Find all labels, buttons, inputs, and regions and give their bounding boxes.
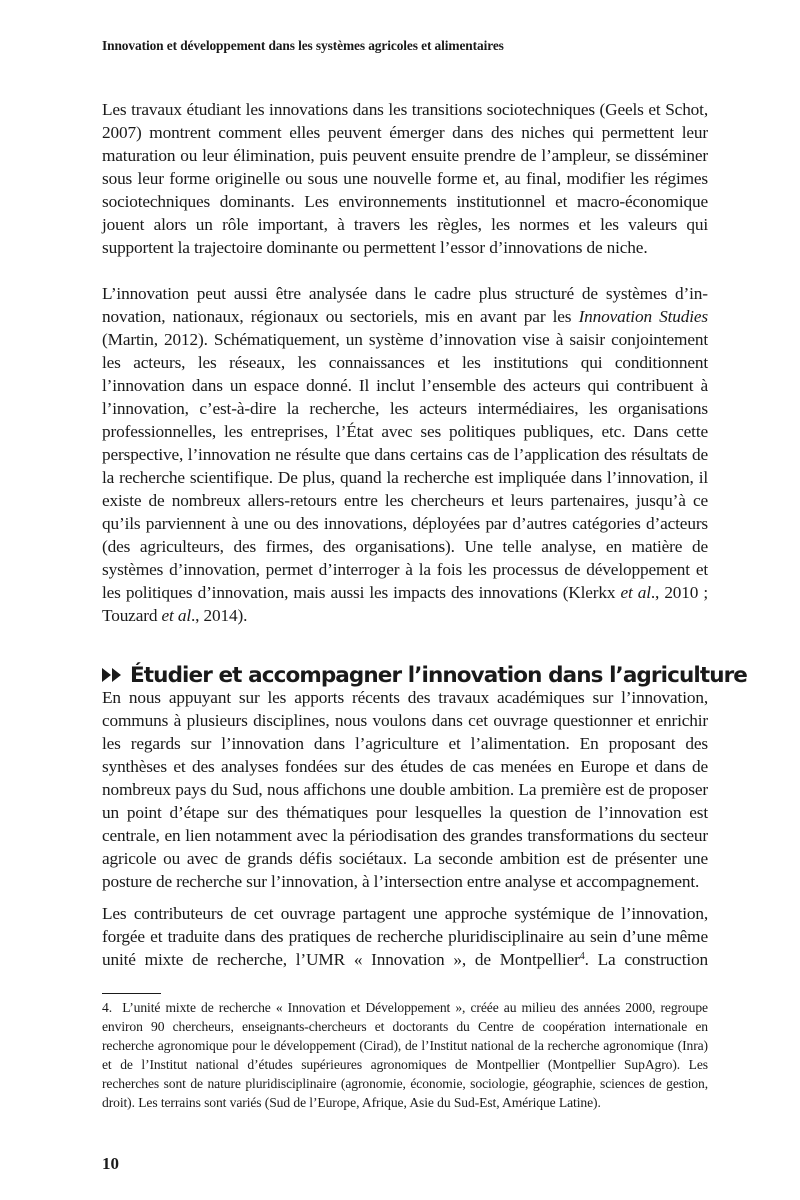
page-number: 10 [102,1154,119,1173]
footnote-divider [102,993,161,994]
footnote [102,998,708,1112]
footnote-reference[interactable]: 4 [579,951,585,962]
paragraph-ambition: En nous appuyant sur les apports récents des travaux académiques sur l’innovation, communs à plusieurs disciplines, nous voulons dans cet ouvrage questionner et enrichir les regards sur l’innovation dans l’agriculture et l’alimentation. En proposant des synthèses et des analyses fondées sur des études de cas menées en Europe et dans de nombreux pays du Sud, nous affichons une double ambition. La première est de proposer un point d’étape sur des thématiques pour lesquelles la question de l’innovation est centrale, en lien notamment avec la périodisation des grandes transformations du secteur agricole ou avec de grands défis sociétaux. La seconde ambition est de présenter une posture de recherche sur l’innovation, à l’intersection entre analyse et accompagnement. [102,688,708,891]
paragraph-innovation-systems [102,282,708,627]
italic-et-al: et al [620,583,651,602]
paragraph-text: (Martin, 2012). Schématiquement, un système d’innovation vise à saisir conjointement les acteurs, les réseaux, les connaissances et les institutions qui conditionnent l’innovation dans un espace donné. Il inclut l’ensemble des acteurs qui contribuent à l’innovation, c’est-à-dire la recherche, les acteurs intermédiaires, les organisations professionnelles, les entreprises, l’État avec ses politiques publiques, etc. Dans cette perspective, l’innovation ne résulte que dans certains cas de l’application des résultats de la recherche scientifique. De plus, quand la recherche est impliquée dans l’innovation, il existe de nombreux allers-retours entre les chercheurs et leurs partenaires, jusqu’à ce qu’ils parviennent à une ou des innovations, déployées par d’autres catégories d’acteurs (des agriculteurs, des firmes, des organisations). Une telle analyse, en matière de systèmes d’innovation, permet d’interroger à la fois les processus de développement et les politiques d’innovation, mais aussi les impacts des innovations (Klerkx [102,330,708,602]
paragraph-text: L’innovation peut aussi être analysée dans le cadre plus structuré de systèmes d’innovation, nationaux, régionaux ou sectoriels, mis en avant par les [102,284,708,326]
double-chevron-right-icon [102,668,122,682]
paragraph-text: ., 2010 ; Touzard [102,583,709,625]
italic-et-al: et al [161,606,191,625]
running-head: Innovation et développement dans les systèmes agricoles et alimentaires [102,38,504,53]
section-title: Étudier et accompagner l’innovation dans l’agriculture [130,662,747,688]
paragraph-text: . La construction [584,950,708,969]
paragraph-text: Les contributeurs de cet ouvrage partagent une approche systémique de l’innovation, forgée et traduite dans des pratiques de recherche pluridisciplinaire au sein d’une même unité mixte de recherche, l’UMR « Innovation », de Montpellier [102,904,708,969]
paragraph-transitions: Les travaux étudiant les innovations dans les transitions sociotechniques (Geels et Schot, 2007) montrent comment elles peuvent émerger dans des niches qui permettent leur maturation ou leur élimination, puis peuvent ensuite prendre de l’ampleur, se disséminer sous leur forme originelle ou sous une nouvelle forme et, au final, modifier les régimes sociotechniques dominants. Les environnements institutionnel et macro-économique jouent alors un rôle important, à travers les règles, les normes et les valeurs qui supportent la trajectoire dominante ou permettent l’essor d’innovations de niche. [102,100,708,257]
paragraph-text: ., 2014). [190,606,248,625]
footnote-text: L’unité mixte de recherche « Innovation et Développement », créée au milieu des années 2000, regroupe environ 90 chercheurs, enseignants-chercheurs et doctorants du Centre de coopération internationale en recherche agronomique pour le développement (Cirad), de l’Institut national de la recherche agronomique (Inra) et de l’Institut national d’études supérieures agronomiques de Montpellier (Montpellier SupAgro). Les recherches sont de nature pluridisciplinaire (agronomie, économie, sociologie, géographie, sciences de gestion, droit). Les terrains sont variés (Sud de l’Europe, Afrique, Asie du Sud-Est, Amérique Latine). [102,1000,708,1110]
section-heading [102,662,747,688]
italic-term: Innovation Studies [578,307,708,326]
paragraph-contributors [102,902,708,971]
footnote-number: 4. [102,1000,112,1015]
